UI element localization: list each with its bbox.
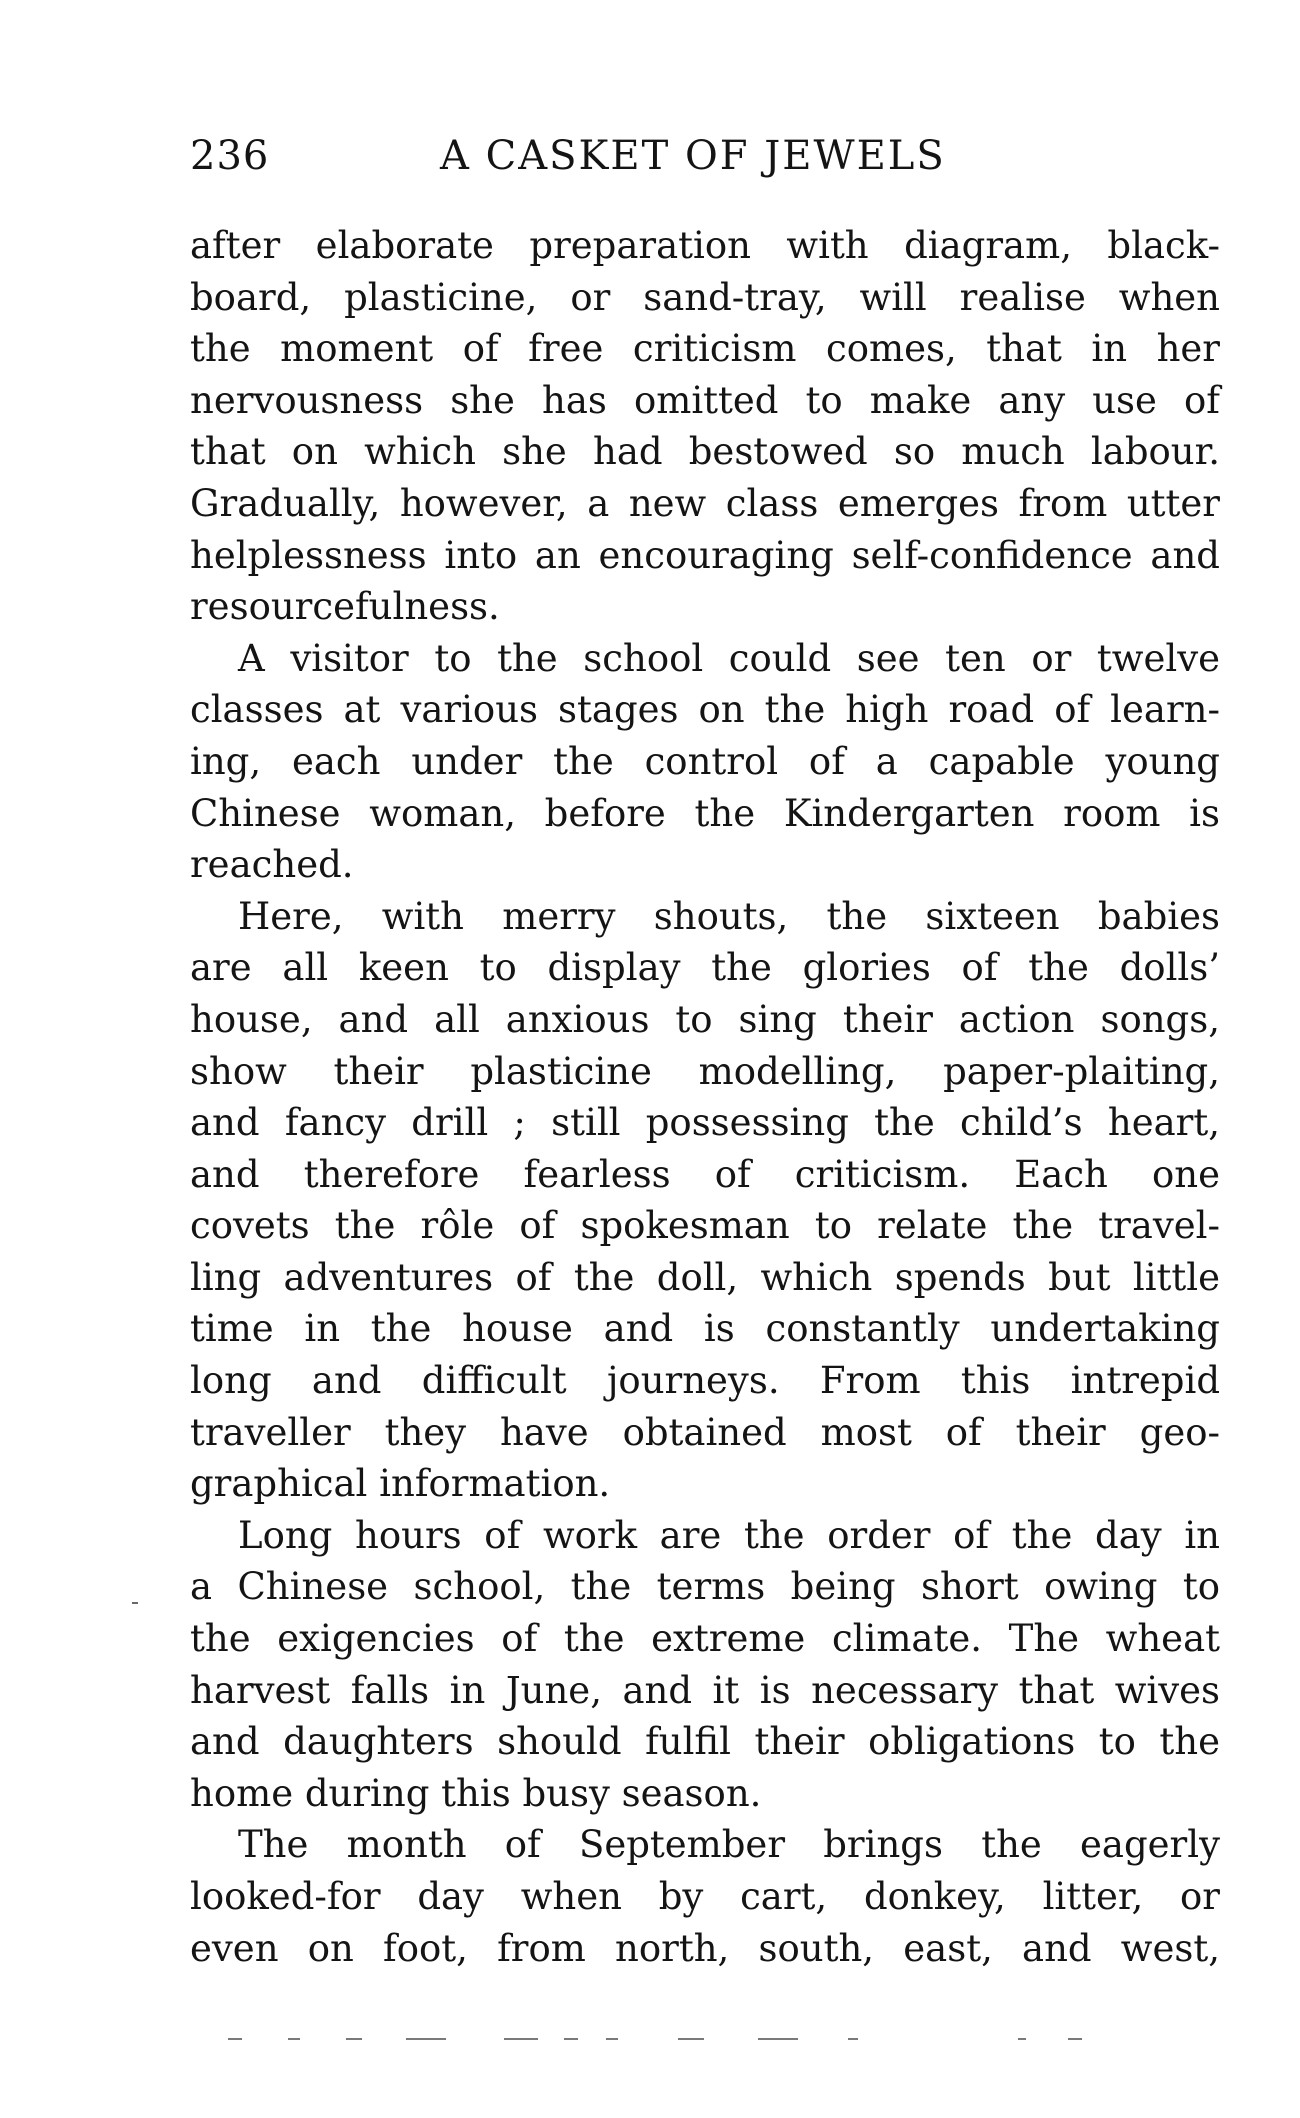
text-line: the moment of free criticism comes, that in her bbox=[190, 327, 1220, 371]
text-line: Chinese woman, before the Kindergarten room is bbox=[190, 791, 1220, 835]
text-line: show their plasticine modelling, paper-plaiting, bbox=[190, 1049, 1220, 1093]
paragraph-4 bbox=[190, 1510, 1220, 1820]
text-line: graphical information. bbox=[190, 1462, 611, 1506]
next-line-bleed-marks bbox=[228, 2038, 1098, 2044]
text-line: house, and all anxious to sing their action songs, bbox=[190, 997, 1220, 1041]
text-line: and daughters should fulfil their obligations to the bbox=[190, 1720, 1220, 1764]
text-line: the exigencies of the extreme climate. The wheat bbox=[190, 1617, 1220, 1661]
text-line: nervousness she has omitted to make any use of bbox=[190, 378, 1220, 422]
margin-speck bbox=[132, 1602, 138, 1604]
text-line: Here, with merry shouts, the sixteen babies bbox=[238, 894, 1220, 938]
text-line: reached. bbox=[190, 843, 354, 887]
text-line: a Chinese school, the terms being short owing to bbox=[190, 1565, 1220, 1609]
text-line: are all keen to display the glories of the dolls’ bbox=[190, 946, 1220, 990]
text-line: time in the house and is constantly undertaking bbox=[190, 1307, 1220, 1351]
text-line: A visitor to the school could see ten or twelve bbox=[238, 636, 1220, 680]
text-line: ling adventures of the doll, which spends but little bbox=[190, 1255, 1220, 1299]
text-line: covets the rôle of spokesman to relate the travel- bbox=[190, 1204, 1220, 1248]
page-header bbox=[190, 126, 1220, 186]
text-line: The month of September brings the eagerly bbox=[238, 1823, 1220, 1867]
text-line: and therefore fearless of criticism. Each one bbox=[190, 1152, 1220, 1196]
paragraph-3 bbox=[190, 891, 1220, 1510]
paragraph-2 bbox=[190, 633, 1220, 891]
text-line: home during this busy season. bbox=[190, 1771, 762, 1815]
text-line: classes at various stages on the high road of learn- bbox=[190, 688, 1220, 732]
text-line: harvest falls in June, and it is necessary that wives bbox=[190, 1668, 1220, 1712]
text-line: traveller they have obtained most of their geo- bbox=[190, 1410, 1220, 1454]
text-line: that on which she had bestowed so much labour. bbox=[190, 430, 1220, 474]
text-line: ing, each under the control of a capable young bbox=[190, 739, 1220, 783]
text-line: and fancy drill ; still possessing the child’s heart, bbox=[190, 1101, 1220, 1145]
text-line: Gradually, however, a new class emerges from utter bbox=[190, 481, 1220, 525]
text-line: after elaborate preparation with diagram, black- bbox=[190, 224, 1220, 267]
page-number: 236 bbox=[190, 133, 270, 179]
text-line: long and difficult journeys. From this intrepid bbox=[190, 1359, 1220, 1403]
text-line: Long hours of work are the order of the day in bbox=[238, 1513, 1220, 1557]
text-line: resourcefulness. bbox=[190, 585, 500, 629]
text-line: looked-for day when by cart, donkey, litter, or bbox=[190, 1875, 1220, 1918]
running-title: A CASKET OF JEWELS bbox=[440, 133, 946, 179]
body-text bbox=[190, 220, 1220, 1974]
text-line: even on foot, from north, south, east, and west, bbox=[190, 1926, 1220, 1970]
paragraph-1 bbox=[190, 220, 1220, 633]
paragraph-5 bbox=[190, 1819, 1220, 1974]
text-line: helplessness into an encouraging self-confidence and bbox=[190, 533, 1220, 577]
text-line: board, plasticine, or sand-tray, will realise when bbox=[190, 275, 1220, 319]
